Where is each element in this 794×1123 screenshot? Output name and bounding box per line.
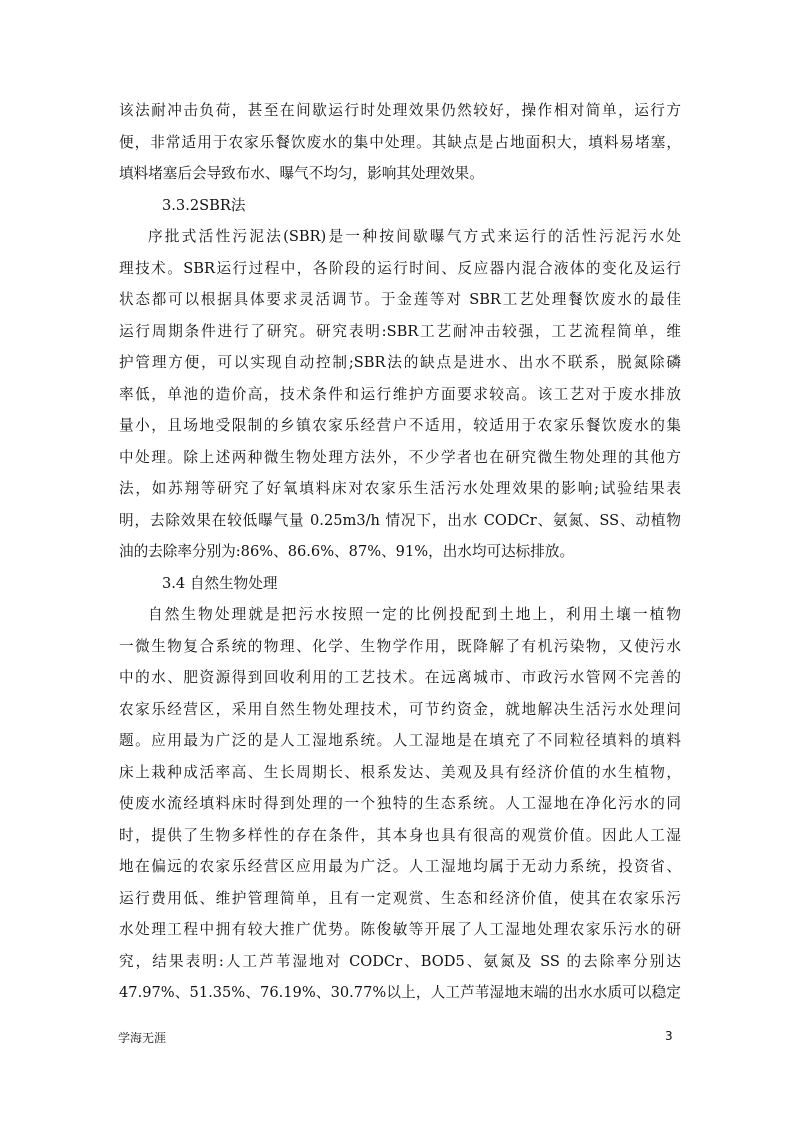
paragraph-line: 中的水、肥资源得到回收利用的工艺技术。在远离城市、市政污水管网不完善的 (119, 669, 681, 686)
paragraph-line: 填料堵塞后会导致布水、曝气不均匀，影响其处理效果。 (119, 165, 484, 182)
section-heading: 3.3.2SBR法 (162, 196, 246, 214)
paragraph-line: 农家乐经营区，采用自然生物处理技术，可节约资金，就地解决生活污水处理问 (119, 700, 681, 718)
paragraph-line: 油的去除率分别为:86%、86.6%、87%、91%，出水均可达标排放。 (119, 543, 575, 560)
paragraph-line: 题。应用最为广泛的是人工湿地系统。人工湿地是在填充了不同粒径填料的填料 (119, 732, 681, 749)
paragraph-line: 运行费用低、维护管理简单，且有一定观赏、生态和经济价值，使其在农家乐污 (119, 889, 681, 907)
section-heading: 3.4 自然生物处理 (162, 574, 278, 592)
paragraph-line: 使废水流经填料床时得到处理的一个独特的生态系统。人工湿地在净化污水的同 (119, 795, 681, 812)
paragraph-line: 中处理。除上述两种微生物处理方法外，不少学者也在研究微生物处理的其他方 (119, 448, 681, 466)
paragraph-line: 自然生物处理就是把污水按照一定的比例投配到土地上，利用土壤一植物 (148, 606, 681, 623)
paragraph-line: 护管理方便，可以实现自动控制;SBR法的缺点是进水、出水不联系，脱氮除磷 (119, 354, 681, 371)
paragraph-line: 47.97%、51.35%、76.19%、30.77%以上，人工芦苇湿地末端的出水水质可以稳定 (119, 984, 681, 1001)
paragraph-line: 运行周期条件进行了研究。研究表明:SBR工艺耐冲击较强，工艺流程简单，维 (119, 322, 681, 340)
paragraph-line: 量小，且场地受限制的乡镇农家乐经营户不适用，较适用于农家乐餐饮废水的集 (119, 417, 681, 434)
paragraph-line: 地在偏远的农家乐经营区应用最为广泛。人工湿地均属于无动力系统，投资省、 (119, 858, 681, 875)
paragraph-line: 率低，单池的造价高，技术条件和运行维护方面要求较高。该工艺对于废水排放 (119, 385, 681, 403)
paragraph-line: 床上栽种成活率高、生长周期长、根系发达、美观及具有经济价值的水生植物， (119, 763, 681, 781)
paragraph-line: 便，非常适用于农家乐餐饮废水的集中处理。其缺点是占地面积大，填料易堵塞， (119, 133, 681, 151)
paragraph-line: 状态都可以根据具体要求灵活调节。于金莲等对 SBR工艺处理餐饮废水的最佳 (119, 291, 681, 308)
paragraph-line: 一微生物复合系统的物理、化学、生物学作用，既降解了有机污染物，又使污水 (119, 637, 681, 655)
paragraph-line: 法，如苏翔等研究了好氧填料床对农家乐生活污水处理效果的影响;试验结果表 (119, 480, 681, 497)
footer-text: 学海无涯 (118, 1031, 167, 1045)
paragraph-line: 究，结果表明:人工芦苇湿地对 CODCr、BOD5、氨氮及 SS 的去除率分别达 (119, 952, 681, 970)
body-text (119, 95, 681, 1009)
paragraph-line: 序批式活性污泥法(SBR)是一种按间歇曝气方式来运行的活性污泥污水处 (148, 228, 681, 245)
page-number: 3 (665, 1029, 673, 1043)
paragraph-line: 明，去除效果在较低曝气量 0.25m3/h 情况下，出水 CODCr、氨氮、SS、动植物 (119, 511, 681, 529)
paragraph-line: 时，提供了生物多样性的存在条件，其本身也具有很高的观赏价值。因此人工湿 (119, 826, 681, 844)
paragraph-line: 理技术。SBR运行过程中，各阶段的运行时间、反应器内混合液体的变化及运行 (119, 259, 681, 277)
paragraph-line: 该法耐冲击负荷，甚至在间歇运行时处理效果仍然较好，操作相对简单，运行方 (119, 102, 681, 119)
paragraph-line: 水处理工程中拥有较大推广优势。陈俊敏等开展了人工湿地处理农家乐污水的研 (119, 921, 681, 938)
